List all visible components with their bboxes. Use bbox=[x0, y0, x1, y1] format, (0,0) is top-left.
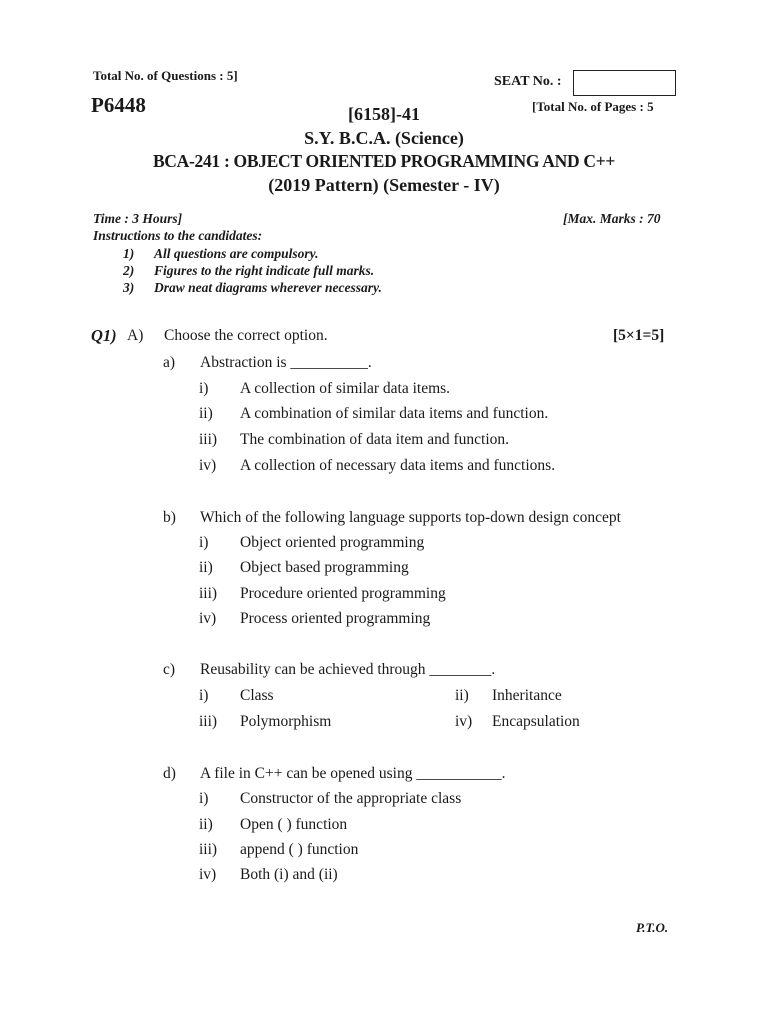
option-text: Object based programming bbox=[240, 559, 409, 576]
item-question: Abstraction is __________. bbox=[200, 354, 372, 371]
item-question: Reusability can be achieved through ________. bbox=[200, 661, 496, 678]
subject-title: BCA-241 : OBJECT ORIENTED PROGRAMMING AND C++ bbox=[152, 151, 616, 171]
instruction-text: Draw neat diagrams wherever necessary. bbox=[154, 280, 382, 295]
option-text: Inheritance bbox=[492, 687, 562, 704]
seat-no-label: SEAT No. : bbox=[494, 74, 562, 89]
course-title: S.Y. B.C.A. (Science) bbox=[304, 128, 464, 148]
option-number: i) bbox=[199, 380, 209, 397]
option-number: iii) bbox=[199, 431, 218, 448]
instruction-number: 2) bbox=[123, 263, 135, 278]
question-prompt: Choose the correct option. bbox=[164, 327, 328, 344]
option-number: ii) bbox=[199, 559, 213, 576]
item-question: A file in C++ can be opened using ___________. bbox=[200, 765, 506, 782]
option-text: The combination of data item and function. bbox=[240, 431, 510, 448]
option-number: ii) bbox=[199, 405, 213, 422]
option-text: A collection of similar data items. bbox=[240, 380, 451, 397]
instructions-title: Instructions to the candidates: bbox=[93, 228, 263, 243]
option-number: ii) bbox=[455, 687, 469, 704]
option-number: iii) bbox=[199, 713, 218, 730]
option-number: iii) bbox=[199, 585, 218, 602]
option-number: iv) bbox=[199, 610, 217, 627]
time-label: Time : 3 Hours] bbox=[93, 211, 183, 226]
option-text: Encapsulation bbox=[492, 713, 580, 730]
question-part: A) bbox=[127, 327, 144, 344]
exam-code: [6158]-41 bbox=[348, 104, 420, 124]
option-number: iv) bbox=[199, 457, 217, 474]
pattern-title: (2019 Pattern) (Semester - IV) bbox=[268, 175, 500, 195]
total-pages: [Total No. of Pages : 5 bbox=[532, 99, 654, 114]
pto-label: P.T.O. bbox=[636, 920, 669, 935]
question-label: Q1) bbox=[91, 326, 117, 345]
option-number: iv) bbox=[199, 866, 217, 883]
option-text: Open ( ) function bbox=[240, 816, 348, 833]
option-text: Process oriented programming bbox=[240, 610, 431, 627]
item-letter: b) bbox=[163, 509, 176, 526]
paper-code: P6448 bbox=[91, 93, 146, 117]
total-questions: Total No. of Questions : 5] bbox=[93, 68, 238, 83]
option-number: iii) bbox=[199, 841, 218, 858]
option-text: A collection of necessary data items and functions. bbox=[240, 457, 556, 474]
item-question: Which of the following language supports top-down design concept bbox=[200, 509, 621, 526]
option-text: Constructor of the appropriate class bbox=[240, 790, 462, 807]
item-letter: a) bbox=[163, 354, 176, 371]
option-number: iv) bbox=[455, 713, 473, 730]
option-number: i) bbox=[199, 687, 209, 704]
question-marks: [5×1=5] bbox=[613, 327, 665, 344]
option-text: Class bbox=[240, 687, 274, 704]
seat-no-box[interactable] bbox=[573, 70, 676, 96]
option-text: Procedure oriented programming bbox=[240, 585, 446, 602]
max-marks-label: [Max. Marks : 70 bbox=[563, 211, 661, 226]
option-number: i) bbox=[199, 790, 209, 807]
option-text: Polymorphism bbox=[240, 713, 332, 730]
option-text: append ( ) function bbox=[240, 841, 359, 858]
item-letter: d) bbox=[163, 765, 176, 782]
instruction-number: 3) bbox=[123, 280, 135, 295]
item-letter: c) bbox=[163, 661, 176, 678]
option-number: i) bbox=[199, 534, 209, 551]
option-number: ii) bbox=[199, 816, 213, 833]
option-text: Object oriented programming bbox=[240, 534, 425, 551]
option-text: Both (i) and (ii) bbox=[240, 866, 338, 883]
instruction-text: Figures to the right indicate full marks. bbox=[154, 263, 375, 278]
instruction-text: All questions are compulsory. bbox=[154, 246, 319, 261]
option-text: A combination of similar data items and function. bbox=[240, 405, 549, 422]
instruction-number: 1) bbox=[123, 246, 135, 261]
